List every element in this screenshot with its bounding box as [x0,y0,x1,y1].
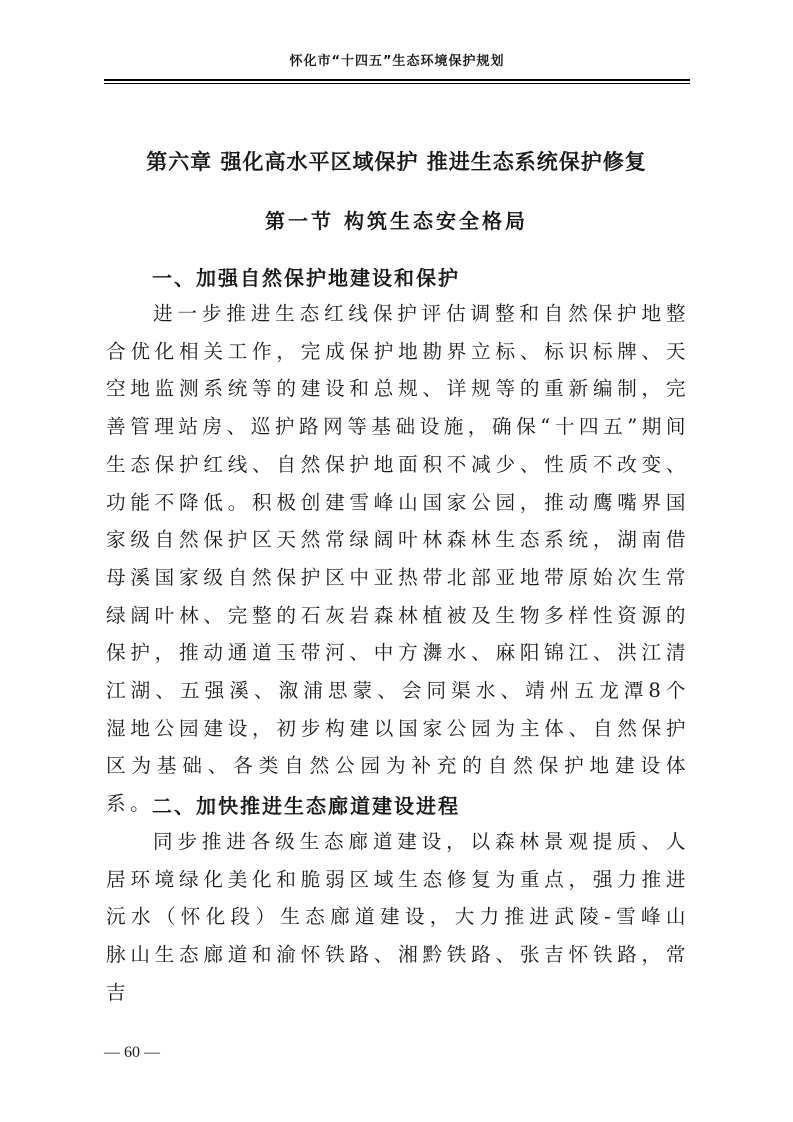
chapter-title: 第六章 强化高水平区域保护 推进生态系统保护修复 [146,150,647,174]
paragraph-1: 进一步推进生态红线保护评估调整和自然保护地整合优化相关工作，完成保护地勘界立标、标识标牌、天空地监测系统等的建设和总规、详规等的重新编制，完善管理站房、巡护路网等基础设施，确保“十四五”期间生态保护红线、自然保护地面积不减少、性质不改变、功能不降低。积极创建雪峰山国家公园，推动鹰嘴界国家级自然保护区天然常绿阔叶林森林生态系统，湖南借母溪国家级自然保护区中亚热带北部亚地带原始次生常绿阔叶林、完整的石灰岩森林植被及生物多样性资源的保护，推动通道玉带河、中方㵲水、麻阳锦江、洪江清江湖、五强溪、溆浦思蒙、会同渠水、靖州五龙潭8个湿地公园建设，初步构建以国家公园为主体、自然保护区为基础、各类自然公园为补充的自然保护地建设体系。 [106,302,690,816]
header-rule-thin [104,83,690,84]
running-header: 怀化市“十四五”生态环境保护规划 [289,54,505,69]
section-title: 第一节 构筑生态安全格局 [265,209,528,233]
header-rule-thick [104,79,690,81]
paragraph-2: 同步推进各级生态廊道建设，以森林景观提质、人居环境绿化美化和脆弱区域生态修复为重点，强力推进沅水（怀化段）生态廊道建设，大力推进武陵-雪峰山脉山生态廊道和渝怀铁路、湘黔铁路、张吉怀铁路，常吉 [106,830,690,1004]
subsection-heading-2: 二、加快推进生态廊道建设进程 [152,794,460,818]
page-number: — 60 — [104,1044,160,1061]
subsection-heading-1: 一、加强自然保护地建设和保护 [152,266,460,290]
